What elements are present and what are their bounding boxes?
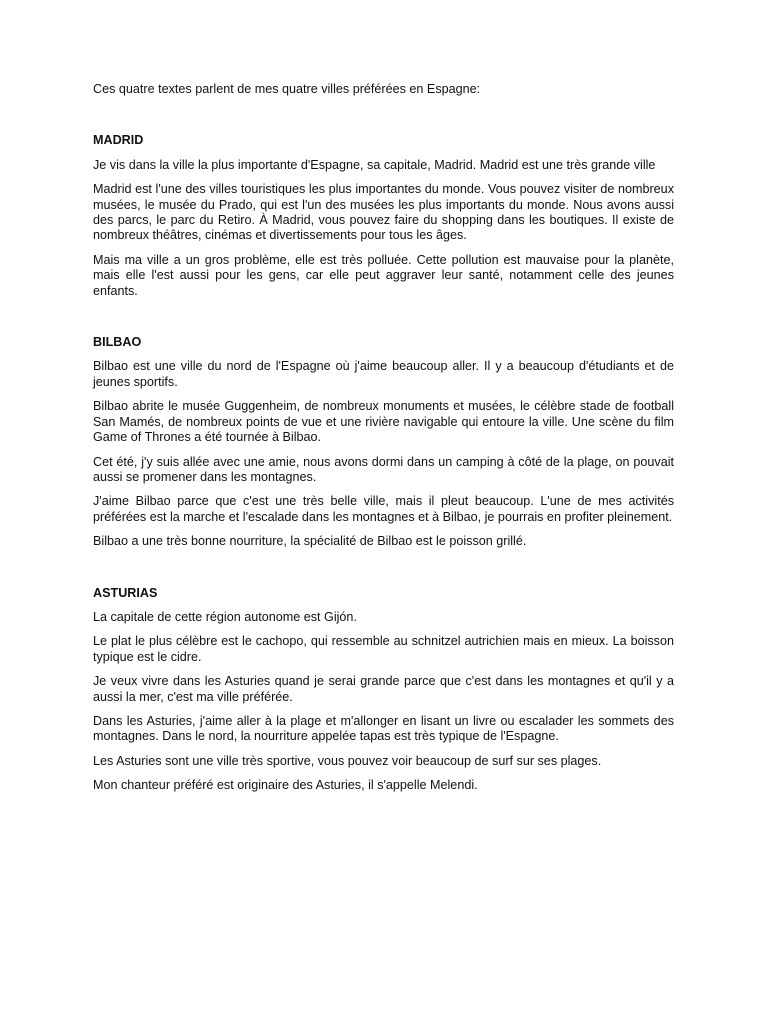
paragraph: Le plat le plus célèbre est le cachopo, qui ressemble au schnitzel autrichien mais en mieux. La boisson typique est le cidre. — [93, 634, 674, 664]
paragraph: Mon chanteur préféré est originaire des Asturies, il s'appelle Melendi. — [93, 778, 478, 793]
section-title: MADRID — [93, 133, 144, 148]
paragraph: Mais ma ville a un gros problème, elle est très polluée. Cette pollution est mauvaise pour la planète, mais elle l'est aussi pour les gens, car elle peut aggraver leur santé, notamment celle des jeunes enfants. — [93, 252, 674, 298]
paragraph: Bilbao a une très bonne nourriture, la spécialité de Bilbao est le poisson grillé. — [93, 534, 527, 549]
section-title: BILBAO — [93, 335, 142, 350]
paragraph: Cet été, j'y suis allée avec une amie, nous avons dormi dans un camping à côté de la plage, on pouvait aussi se promener dans les montagnes. — [93, 454, 674, 484]
paragraph: Je vis dans la ville la plus importante d'Espagne, sa capitale, Madrid. Madrid est une très grande ville — [93, 157, 656, 172]
document-page — [93, 82, 674, 830]
paragraph: Je veux vivre dans les Asturies quand je serai grande parce que c'est dans les montagnes et qu'il y a aussi la mer, c'est ma ville préférée. — [93, 674, 674, 704]
section-bilbao — [93, 335, 674, 549]
paragraph: Les Asturies sont une ville très sportive, vous pouvez voir beaucoup de surf sur ses plages. — [93, 753, 602, 768]
paragraph: La capitale de cette région autonome est Gijón. — [93, 609, 357, 624]
paragraph: Bilbao est une ville du nord de l'Espagne où j'aime beaucoup aller. Il y a beaucoup d'étudiants et de jeunes sportifs. — [93, 359, 674, 389]
section-asturias — [93, 586, 674, 794]
paragraph: J'aime Bilbao parce que c'est une très belle ville, mais il pleut beaucoup. L'une de mes activités préférées est la marche et l'escalade dans les montagnes et à Bilbao, je pourrais en profiter pleinement. — [93, 494, 674, 524]
intro-text: Ces quatre textes parlent de mes quatre villes préférées en Espagne: — [93, 82, 481, 96]
paragraph: Madrid est l'une des villes touristiques les plus importantes du monde. Vous pouvez visiter de nombreux musées, le musée du Prado, qui est l'un des musées les plus importants du monde. Nous avons aussi des parcs, le parc du Retiro. À Madrid, vous pouvez faire du shopping dans les boutiques. Il existe de nombreux théâtres, cinémas et divertissements pour tous les âges. — [93, 182, 674, 243]
section-madrid — [93, 133, 674, 299]
section-title: ASTURIAS — [93, 585, 158, 600]
paragraph: Bilbao abrite le musée Guggenheim, de nombreux monuments et musées, le célèbre stade de football San Mamés, de nombreux points de vue et une rivière navigable qui entoure la ville. Une scène du film Game of Thrones a été tournée à Bilbao. — [93, 399, 674, 445]
paragraph: Dans les Asturies, j'aime aller à la plage et m'allonger en lisant un livre ou escalader les sommets des montagnes. Dans le nord, la nourriture appelée tapas est très typique de l'Espagne. — [93, 713, 674, 744]
